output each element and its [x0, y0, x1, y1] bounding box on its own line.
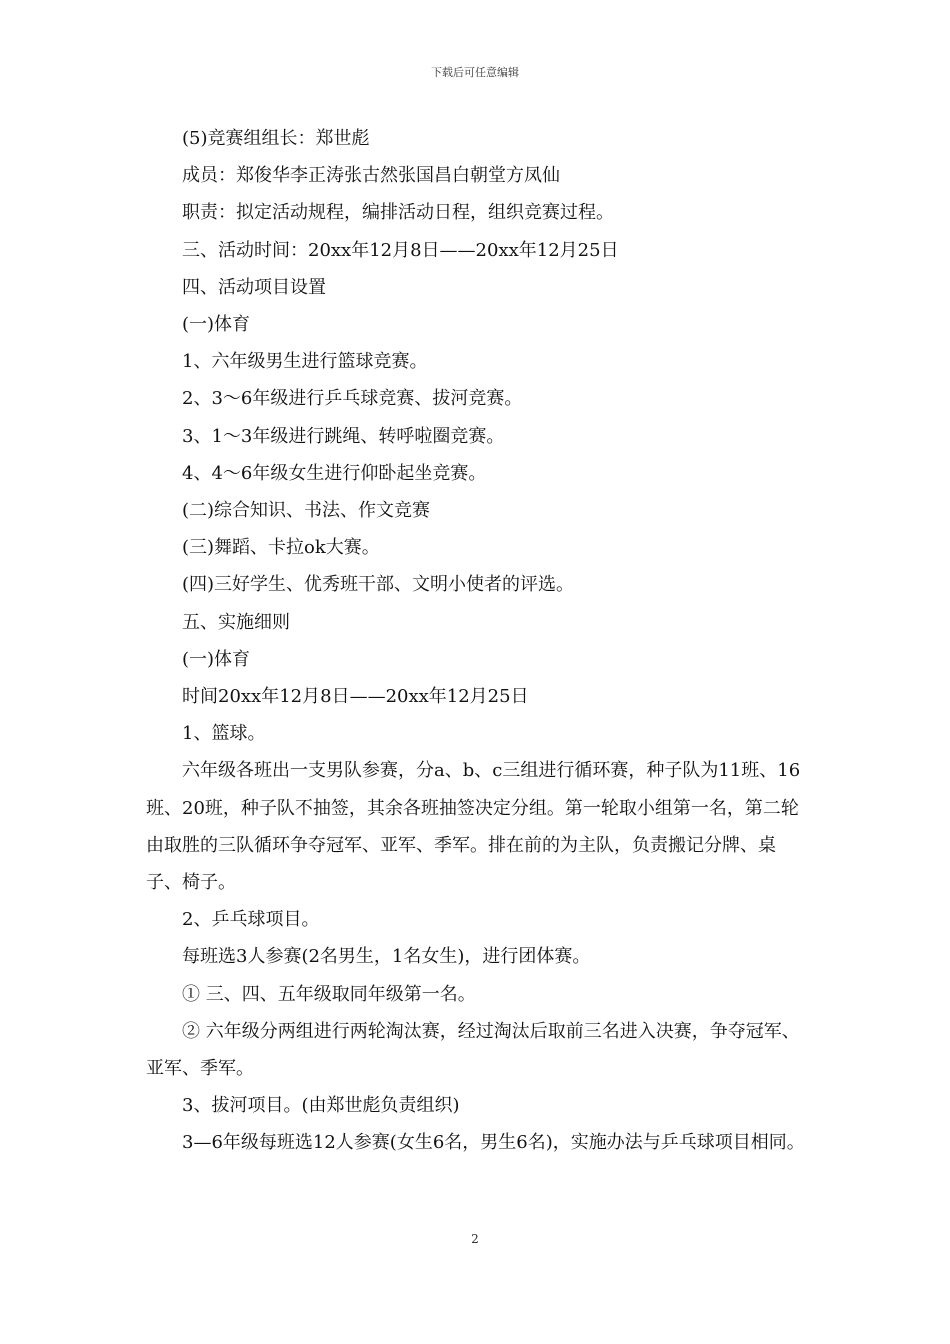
paragraph-section-four-heading: 四、活动项目设置 [182, 276, 326, 298]
paragraph-student-awards: (四)三好学生、优秀班干部、文明小使者的评选。 [182, 574, 575, 596]
paragraph-section-five-heading: 五、实施细则 [182, 611, 290, 633]
paragraph-tug-of-war-rules: 3—6年级每班选12人参赛(女生6名，男生6名)，实施办法与乒乓球项目相同。 [182, 1132, 805, 1154]
paragraph-knowledge-contest: (二)综合知识、书法、作文竞赛 [182, 500, 431, 522]
page-number: 2 [471, 1232, 479, 1246]
paragraph-table-tennis-entry: 每班选3人参赛(2名男生，1名女生)，进行团体赛。 [182, 946, 591, 968]
paragraph-basketball-rules: 六年级各班出一支男队参赛，分a、b、c三组进行循环赛，种子队为11班、16班、20班，种子队不抽签，其余各班抽签决定分组。第一轮取小组第一名，第二轮由取胜的三队循环争夺冠军、亚军、季军。排在前的为主队，负责搬记分牌、桌子、椅子。 [146, 760, 801, 894]
paragraph-item-sit-ups: 4、4～6年级女生进行仰卧起坐竞赛。 [182, 462, 487, 484]
paragraph-details-time: 时间20xx年12月8日——20xx年12月25日 [182, 686, 529, 708]
paragraph-competition-leader: (5)竞赛组组长：郑世彪 [182, 128, 370, 149]
paragraph-tug-of-war-heading: 3、拔河项目。(由郑世彪负责组织) [182, 1095, 460, 1117]
paragraph-table-tennis-rule-two: ② 六年级分两组进行两轮淘汰赛，经过淘汰后取前三名进入决赛，争夺冠军、亚军、季军。 [146, 1020, 800, 1080]
paragraph-sports-details-heading: (一)体育 [182, 648, 251, 670]
paragraph-item-table-tennis: 2、3～6年级进行乒乓球竞赛、拔河竞赛。 [182, 388, 523, 410]
page-header: 下载后可任意编辑 [431, 66, 519, 79]
paragraph-table-tennis-heading: 2、乒乓球项目。 [182, 909, 320, 931]
paragraph-table-tennis-rule-one: ① 三、四、五年级取同年级第一名。 [182, 983, 476, 1005]
paragraph-basketball-heading: 1、篮球。 [182, 723, 266, 745]
paragraph-dance-karaoke: (三)舞蹈、卡拉ok大赛。 [182, 537, 380, 559]
paragraph-item-jump-rope: 3、1～3年级进行跳绳、转呼啦圈竞赛。 [182, 425, 505, 447]
paragraph-members: 成员：郑俊华李正涛张古然张国昌白朝堂方凤仙 [182, 165, 560, 187]
document-body [146, 120, 810, 1162]
paragraph-duties: 职责：拟定活动规程，编排活动日程，组织竞赛过程。 [182, 202, 614, 224]
paragraph-sports-heading: (一)体育 [182, 314, 251, 336]
paragraph-activity-time: 三、活动时间：20xx年12月8日——20xx年12月25日 [182, 239, 619, 261]
paragraph-item-basketball: 1、六年级男生进行篮球竞赛。 [182, 351, 428, 373]
